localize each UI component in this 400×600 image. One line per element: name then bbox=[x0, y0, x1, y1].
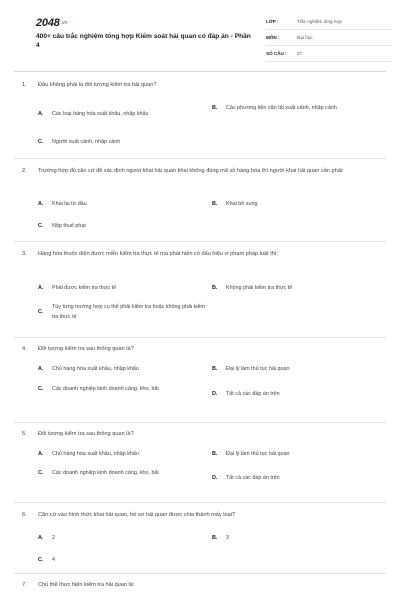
question-text bbox=[22, 249, 374, 259]
meta-info-box bbox=[266, 14, 392, 62]
option-letter: C. bbox=[38, 139, 44, 145]
meta-row-class bbox=[266, 14, 392, 30]
option-letter: C. bbox=[38, 223, 44, 229]
answer-option[interactable] bbox=[38, 303, 208, 322]
question-number: 5. bbox=[22, 431, 27, 437]
option-text: Tùy từng trường hợp cụ thể phải kiểm tra hoặc không phải kiểm tra thực tế bbox=[52, 304, 206, 320]
logo-domain: .vn bbox=[60, 20, 68, 27]
answer-option[interactable] bbox=[38, 284, 198, 294]
question-item bbox=[14, 574, 386, 600]
option-text: Đại lý làm thủ tục hải quan bbox=[226, 366, 290, 372]
option-letter: A. bbox=[38, 285, 44, 291]
meta-label: LỚP : bbox=[266, 19, 279, 24]
answer-option[interactable] bbox=[212, 474, 380, 484]
option-text: Các phương tiện vận tải xuất cảnh, nhập cảnh bbox=[226, 105, 337, 111]
option-letter: B. bbox=[212, 366, 218, 372]
option-letter: C. bbox=[38, 470, 44, 476]
question-item bbox=[14, 72, 386, 159]
option-text: Không phải kiểm tra thực tế bbox=[226, 285, 293, 291]
question-number: 1. bbox=[22, 82, 27, 88]
option-text: Các doanh nghiệp kinh doanh cảng, kho, bãi bbox=[52, 470, 159, 476]
option-text: Khai lại từ đầu bbox=[52, 201, 87, 207]
logo-text: 2048 bbox=[36, 17, 60, 29]
option-text: Tất cả các đáp án trên bbox=[226, 475, 280, 481]
meta-row-count bbox=[266, 46, 392, 62]
answer-option[interactable] bbox=[38, 450, 198, 460]
question-item bbox=[14, 503, 386, 574]
question-text bbox=[22, 80, 374, 90]
option-text: Người xuất cảnh, nhập cảnh bbox=[52, 139, 121, 145]
option-letter: A. bbox=[38, 535, 44, 541]
answer-option[interactable] bbox=[212, 534, 380, 544]
question-number: 7. bbox=[22, 582, 27, 588]
option-text: Các doanh nghiệp kinh doanh cảng, kho, bãi bbox=[52, 386, 159, 392]
answer-option[interactable] bbox=[38, 469, 188, 479]
question-body: Căn cứ vào hình thức khai hải quan, hồ sơ hải quan được chia thành mấy loại? bbox=[38, 512, 236, 518]
question-body: Đối tượng kiểm tra sau thông quan là? bbox=[38, 346, 134, 352]
question-body: Đối tượng kiểm tra sau thông quan là? bbox=[38, 431, 134, 437]
document-header bbox=[14, 0, 386, 72]
question-item bbox=[14, 242, 386, 338]
question-item bbox=[14, 423, 386, 503]
option-letter: B. bbox=[212, 105, 218, 111]
option-letter: C. bbox=[38, 557, 44, 563]
site-logo[interactable] bbox=[36, 17, 67, 29]
question-body: Đâu không phải là đối tượng kiểm tra hải quan? bbox=[38, 82, 157, 88]
option-letter: A. bbox=[38, 451, 44, 457]
question-body: Chủ thể thực hiện kiểm tra hải quan là: bbox=[38, 582, 135, 588]
option-text: 3 bbox=[226, 535, 229, 541]
question-text bbox=[22, 344, 374, 354]
question-item bbox=[14, 159, 386, 242]
question-item bbox=[14, 338, 386, 423]
question-text bbox=[22, 510, 374, 520]
option-letter: B. bbox=[212, 201, 218, 207]
option-text: 4 bbox=[52, 557, 55, 563]
answer-option[interactable] bbox=[212, 450, 380, 460]
option-text: Chủ hàng hóa xuất khẩu, nhập khẩu bbox=[52, 366, 139, 372]
option-letter: A. bbox=[38, 366, 44, 372]
answer-option[interactable] bbox=[38, 385, 188, 395]
meta-value: Đại học bbox=[297, 35, 313, 40]
question-list bbox=[14, 72, 386, 600]
option-text: Chủ hàng hóa xuất khẩu, nhập khẩu bbox=[52, 451, 139, 457]
meta-row-subject bbox=[266, 30, 392, 46]
option-text: Nộp thuế phạt bbox=[52, 223, 86, 229]
answer-option[interactable] bbox=[212, 200, 380, 210]
option-letter: B. bbox=[212, 285, 218, 291]
answer-option[interactable] bbox=[212, 365, 380, 375]
question-body: Trường hợp đủ căn cứ để xác định người khai hải quan khai không đúng mã số hàng hóa thì người khai hải quan cần phải: bbox=[38, 168, 344, 174]
option-letter: C. bbox=[38, 386, 44, 392]
answer-option[interactable] bbox=[38, 222, 198, 232]
meta-value: Trắc nghiệm tổng hợp bbox=[297, 19, 342, 24]
answer-option[interactable] bbox=[212, 390, 380, 400]
answer-option[interactable] bbox=[38, 138, 198, 148]
answer-option[interactable] bbox=[38, 556, 198, 566]
question-number: 3. bbox=[22, 251, 27, 257]
question-text bbox=[22, 166, 374, 176]
option-letter: D. bbox=[212, 391, 218, 397]
answer-option[interactable] bbox=[38, 365, 198, 375]
question-body: Hàng hóa thuộc diện được miễn kiểm tra thực tế mà phát hiện có dấu hiệu vi phạm pháp luật thì: bbox=[38, 251, 279, 257]
meta-label: MÔN : bbox=[266, 35, 280, 40]
answer-option[interactable] bbox=[38, 534, 198, 544]
option-text: Đại lý làm thủ tục hải quan bbox=[226, 451, 290, 457]
answer-option[interactable] bbox=[212, 104, 380, 114]
option-text: Phải được kiểm tra thực tế bbox=[52, 285, 117, 291]
question-text bbox=[22, 429, 374, 439]
question-number: 4. bbox=[22, 346, 27, 352]
option-letter: D. bbox=[212, 475, 218, 481]
answer-option[interactable] bbox=[212, 284, 380, 294]
question-number: 6. bbox=[22, 512, 27, 518]
question-number: 2. bbox=[22, 168, 27, 174]
option-text: Tất cả các đáp án trên bbox=[226, 391, 280, 397]
option-letter: C. bbox=[38, 308, 44, 315]
option-letter: B. bbox=[212, 535, 218, 541]
option-letter: B. bbox=[212, 451, 218, 457]
meta-value: 27 bbox=[297, 51, 303, 56]
option-letter: A. bbox=[38, 111, 44, 117]
option-text: Khai bổ sung bbox=[226, 201, 258, 207]
option-text: Các loại hàng hóa xuất khẩu, nhập khẩu bbox=[52, 111, 149, 117]
option-text: 2 bbox=[52, 535, 55, 541]
option-letter: A. bbox=[38, 201, 44, 207]
answer-option[interactable] bbox=[38, 200, 198, 210]
answer-option[interactable] bbox=[38, 110, 198, 120]
question-text bbox=[22, 580, 374, 590]
meta-label: SỐ CÂU : bbox=[266, 51, 287, 56]
document-title: 400+ câu trắc nghiệm tổng hợp Kiểm soát hải quan có đáp án - Phần 4 bbox=[36, 33, 251, 49]
